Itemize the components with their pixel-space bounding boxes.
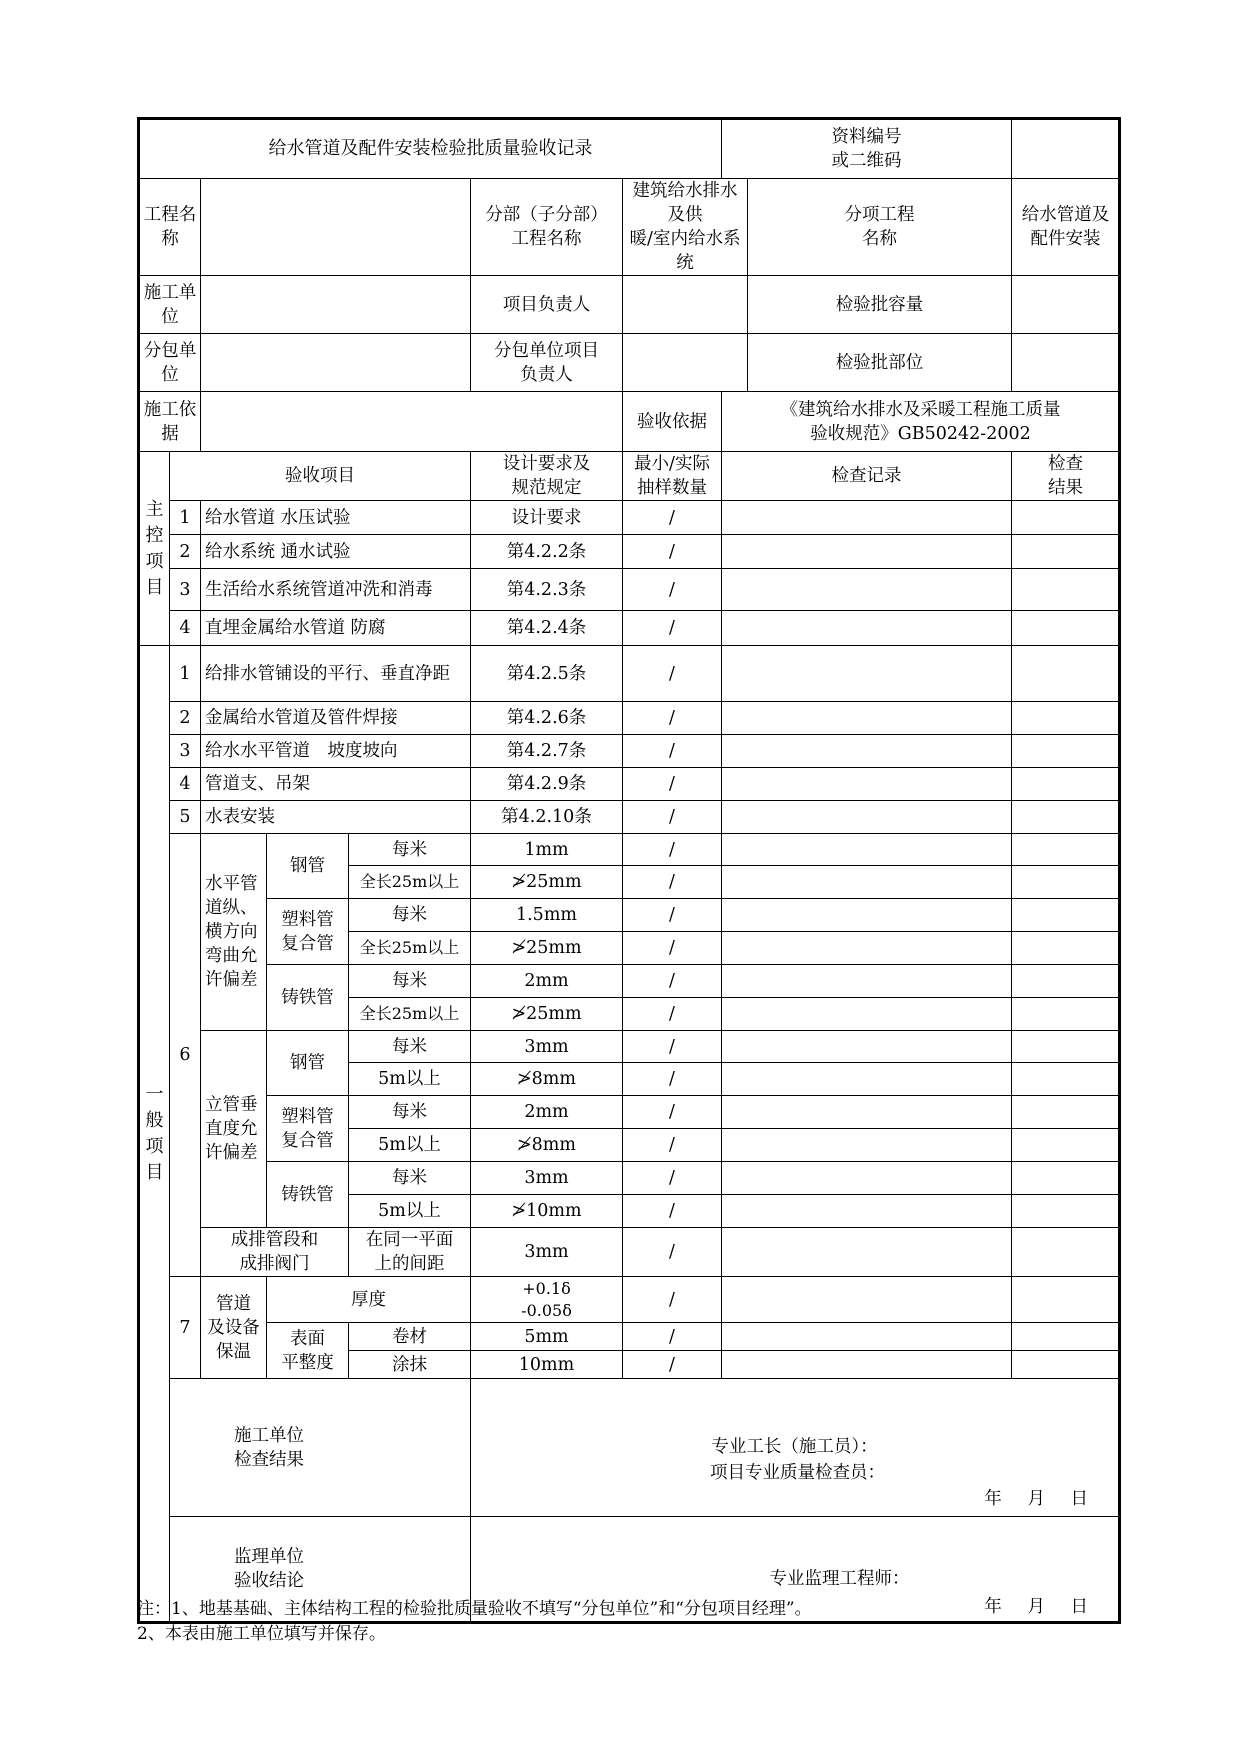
v-steel-per-m-req: 3mm bbox=[471, 1031, 623, 1063]
subcontractor-value[interactable] bbox=[201, 334, 471, 392]
sample-cell[interactable]: / bbox=[623, 932, 722, 965]
supervisor-date: 年 月 日 bbox=[984, 1597, 1089, 1617]
general-item-result[interactable] bbox=[1012, 646, 1120, 702]
result-cell[interactable] bbox=[1012, 866, 1120, 899]
basis-label: 施工依据 bbox=[139, 392, 201, 452]
general-item-req: 第4.2.5条 bbox=[471, 646, 623, 702]
supervisor-check-label: 监理单位 验收结论 bbox=[170, 1517, 471, 1623]
main-item-no: 1 bbox=[170, 501, 201, 535]
doc-no-value[interactable] bbox=[1012, 119, 1120, 179]
record-cell[interactable] bbox=[722, 1277, 1012, 1323]
h-steel-total-req: ≯25mm bbox=[471, 866, 623, 899]
general-item-result[interactable] bbox=[1012, 801, 1120, 834]
coat-req: 10mm bbox=[471, 1351, 623, 1379]
thickness-label: 厚度 bbox=[267, 1277, 471, 1323]
record-cell[interactable] bbox=[722, 1063, 1012, 1096]
general-item-record[interactable] bbox=[722, 735, 1012, 768]
record-cell[interactable] bbox=[722, 899, 1012, 932]
general-item-name: 金属给水管道及管件焊接 bbox=[201, 702, 471, 735]
project-name-label: 工程名称 bbox=[139, 179, 201, 276]
main-item-record[interactable] bbox=[722, 535, 1012, 569]
insulation-label: 管道 及设备 保温 bbox=[201, 1277, 267, 1379]
general-items-group-label: 一 般 项 目 bbox=[139, 646, 170, 1623]
col-item-header: 验收项目 bbox=[170, 452, 471, 501]
general-item-record[interactable] bbox=[722, 646, 1012, 702]
general-item-record[interactable] bbox=[722, 801, 1012, 834]
general-item-sample[interactable]: / bbox=[623, 735, 722, 768]
horizontal-deviation-label: 水平管 道纵、 横方向 弯曲允 许偏差 bbox=[201, 834, 267, 1031]
per-meter-label: 每米 bbox=[349, 1096, 471, 1129]
item7-no: 7 bbox=[170, 1277, 201, 1379]
over-5m-label: 5m以上 bbox=[349, 1195, 471, 1228]
coat-label: 涂抹 bbox=[349, 1351, 471, 1379]
contractor-check-area[interactable] bbox=[471, 1379, 1120, 1517]
record-cell[interactable] bbox=[722, 998, 1012, 1031]
v-cast-total-req: ≯10mm bbox=[471, 1195, 623, 1228]
result-cell[interactable] bbox=[1012, 1063, 1120, 1096]
sample-cell[interactable]: / bbox=[623, 899, 722, 932]
division-label: 分部（子分部） 工程名称 bbox=[471, 179, 623, 276]
h-plastic-per-m-req: 1.5mm bbox=[471, 899, 623, 932]
thickness-req: +0.1δ -0.05δ bbox=[471, 1277, 623, 1323]
sample-cell[interactable]: / bbox=[623, 834, 722, 866]
main-item-name: 生活给水系统管道冲洗和消毒 bbox=[201, 569, 471, 611]
per-meter-label: 每米 bbox=[349, 965, 471, 998]
main-item-req: 设计要求 bbox=[471, 501, 623, 535]
general-item-sample[interactable]: / bbox=[623, 646, 722, 702]
h-cast-per-m-req: 2mm bbox=[471, 965, 623, 998]
h-steel-per-m-req: 1mm bbox=[471, 834, 623, 866]
record-cell[interactable] bbox=[722, 1096, 1012, 1129]
subcontractor-label: 分包单位 bbox=[139, 334, 201, 392]
inspection-record-table bbox=[137, 117, 1121, 1624]
main-item-no: 2 bbox=[170, 535, 201, 569]
sample-cell[interactable]: / bbox=[623, 1323, 722, 1351]
general-item-no: 3 bbox=[170, 735, 201, 768]
main-item-sample[interactable]: / bbox=[623, 569, 722, 611]
general-item-no: 4 bbox=[170, 768, 201, 801]
contractor-check-label: 施工单位 检查结果 bbox=[170, 1379, 471, 1517]
v-cast-iron-label: 铸铁管 bbox=[267, 1162, 349, 1228]
capacity-label: 检验批容量 bbox=[748, 276, 1012, 334]
result-cell[interactable] bbox=[1012, 1096, 1120, 1129]
general-item-no: 1 bbox=[170, 646, 201, 702]
result-cell[interactable] bbox=[1012, 1228, 1120, 1277]
general-item-result[interactable] bbox=[1012, 735, 1120, 768]
v-plastic-per-m-req: 2mm bbox=[471, 1096, 623, 1129]
result-cell[interactable] bbox=[1012, 932, 1120, 965]
sample-cell[interactable]: / bbox=[623, 1277, 722, 1323]
main-item-sample[interactable]: / bbox=[623, 535, 722, 569]
record-cell[interactable] bbox=[722, 834, 1012, 866]
over-5m-label: 5m以上 bbox=[349, 1129, 471, 1162]
sub-pm-label: 分包单位项目 负责人 bbox=[471, 334, 623, 392]
main-item-no: 4 bbox=[170, 611, 201, 646]
result-cell[interactable] bbox=[1012, 1277, 1120, 1323]
sample-cell[interactable]: / bbox=[623, 1129, 722, 1162]
subitem-label: 分项工程 名称 bbox=[748, 179, 1012, 276]
row-valve-condition: 在同一平面 上的间距 bbox=[349, 1228, 471, 1277]
result-cell[interactable] bbox=[1012, 1031, 1120, 1063]
division-value[interactable]: 建筑给水排水及供 暖/室内给水系统 bbox=[623, 179, 748, 276]
sample-cell[interactable]: / bbox=[623, 1096, 722, 1129]
record-cell[interactable] bbox=[722, 1195, 1012, 1228]
record-cell[interactable] bbox=[722, 1323, 1012, 1351]
sample-cell[interactable]: / bbox=[623, 998, 722, 1031]
footnotes bbox=[137, 1597, 812, 1647]
record-cell[interactable] bbox=[722, 1129, 1012, 1162]
general-item-result[interactable] bbox=[1012, 702, 1120, 735]
basis-value[interactable] bbox=[201, 392, 623, 452]
main-item-name: 直埋金属给水管道 防腐 bbox=[201, 611, 471, 646]
main-item-result[interactable] bbox=[1012, 569, 1120, 611]
main-item-record[interactable] bbox=[722, 611, 1012, 646]
general-item-req: 第4.2.10条 bbox=[471, 801, 623, 834]
main-item-record[interactable] bbox=[722, 569, 1012, 611]
sample-cell[interactable]: / bbox=[623, 1195, 722, 1228]
per-meter-label: 每米 bbox=[349, 899, 471, 932]
result-cell[interactable] bbox=[1012, 1195, 1120, 1228]
record-cell[interactable] bbox=[722, 1162, 1012, 1195]
h-plastic-total-req: ≯25mm bbox=[471, 932, 623, 965]
v-cast-per-m-req: 3mm bbox=[471, 1162, 623, 1195]
record-cell[interactable] bbox=[722, 932, 1012, 965]
vertical-deviation-label: 立管垂 直度允 许偏差 bbox=[201, 1031, 267, 1228]
result-cell[interactable] bbox=[1012, 1351, 1120, 1379]
main-item-result[interactable] bbox=[1012, 535, 1120, 569]
acceptance-basis-value: 《建筑给水排水及采暖工程施工质量 验收规范》GB50242-2002 bbox=[722, 392, 1120, 452]
result-cell[interactable] bbox=[1012, 965, 1120, 998]
contractor-label: 施工单位 bbox=[139, 276, 201, 334]
over-25m-label: 全长25m以上 bbox=[349, 866, 471, 899]
record-cell[interactable] bbox=[722, 1351, 1012, 1379]
record-cell[interactable] bbox=[722, 965, 1012, 998]
location-value[interactable] bbox=[1012, 334, 1120, 392]
surface-flatness-label: 表面 平整度 bbox=[267, 1323, 349, 1379]
main-item-name: 给水系统 通水试验 bbox=[201, 535, 471, 569]
roll-req: 5mm bbox=[471, 1323, 623, 1351]
general-item-sample[interactable]: / bbox=[623, 702, 722, 735]
general-item-name: 水表安装 bbox=[201, 801, 471, 834]
pm-value[interactable] bbox=[623, 276, 748, 334]
sample-cell[interactable]: / bbox=[623, 1063, 722, 1096]
record-cell[interactable] bbox=[722, 1031, 1012, 1063]
acceptance-basis-label: 验收依据 bbox=[623, 392, 722, 452]
main-item-req: 第4.2.3条 bbox=[471, 569, 623, 611]
record-cell[interactable] bbox=[722, 1228, 1012, 1277]
v-steel-label: 钢管 bbox=[267, 1031, 349, 1096]
roll-label: 卷材 bbox=[349, 1323, 471, 1351]
general-item-sample[interactable]: / bbox=[623, 801, 722, 834]
subitem-value[interactable]: 给水管道及配件安装 bbox=[1012, 179, 1120, 276]
general-item-req: 第4.2.9条 bbox=[471, 768, 623, 801]
foreman-signature: 专业工长（施工员）： bbox=[711, 1437, 878, 1457]
h-cast-total-req: ≯25mm bbox=[471, 998, 623, 1031]
sample-cell[interactable]: / bbox=[623, 1228, 722, 1277]
result-cell[interactable] bbox=[1012, 1129, 1120, 1162]
col-requirement-header: 设计要求及 规范规定 bbox=[471, 452, 623, 501]
over-5m-label: 5m以上 bbox=[349, 1063, 471, 1096]
engineer-signature: 专业监理工程师： bbox=[769, 1569, 910, 1589]
per-meter-label: 每米 bbox=[349, 1031, 471, 1063]
v-plastic-label: 塑料管 复合管 bbox=[267, 1096, 349, 1162]
h-plastic-label: 塑料管 复合管 bbox=[267, 899, 349, 965]
capacity-value[interactable] bbox=[1012, 276, 1120, 334]
sample-cell[interactable]: / bbox=[623, 965, 722, 998]
main-item-req: 第4.2.4条 bbox=[471, 611, 623, 646]
inspector-signature: 项目专业质量检查员： bbox=[710, 1463, 885, 1483]
over-25m-label: 全长25m以上 bbox=[349, 932, 471, 965]
main-item-no: 3 bbox=[170, 569, 201, 611]
sample-cell[interactable]: / bbox=[623, 1031, 722, 1063]
main-items-group-label: 主 控 项 目 bbox=[139, 452, 170, 646]
result-cell[interactable] bbox=[1012, 834, 1120, 866]
main-item-sample[interactable]: / bbox=[623, 501, 722, 535]
doc-no-label: 资料编号 或二维码 bbox=[722, 119, 1012, 179]
general-item-no: 5 bbox=[170, 801, 201, 834]
result-cell[interactable] bbox=[1012, 1323, 1120, 1351]
sample-cell[interactable]: / bbox=[623, 1351, 722, 1379]
h-cast-iron-label: 铸铁管 bbox=[267, 965, 349, 1031]
col-record-header: 检查记录 bbox=[722, 452, 1012, 501]
project-name-value[interactable] bbox=[201, 179, 471, 276]
per-meter-label: 每米 bbox=[349, 834, 471, 866]
main-item-req: 第4.2.2条 bbox=[471, 535, 623, 569]
item6-no: 6 bbox=[170, 834, 201, 1277]
contractor-date: 年 月 日 bbox=[984, 1489, 1089, 1509]
result-cell[interactable] bbox=[1012, 1162, 1120, 1195]
general-item-result[interactable] bbox=[1012, 768, 1120, 801]
general-item-name: 给排水管铺设的平行、垂直净距 bbox=[201, 646, 471, 702]
general-item-req: 第4.2.6条 bbox=[471, 702, 623, 735]
row-valve-req: 3mm bbox=[471, 1228, 623, 1277]
result-cell[interactable] bbox=[1012, 998, 1120, 1031]
main-item-name: 给水管道 水压试验 bbox=[201, 501, 471, 535]
sample-cell[interactable]: / bbox=[623, 1162, 722, 1195]
general-item-req: 第4.2.7条 bbox=[471, 735, 623, 768]
per-meter-label: 每米 bbox=[349, 1162, 471, 1195]
sample-cell[interactable]: / bbox=[623, 866, 722, 899]
main-item-result[interactable] bbox=[1012, 501, 1120, 535]
v-steel-total-req: ≯8mm bbox=[471, 1063, 623, 1096]
general-item-record[interactable] bbox=[722, 702, 1012, 735]
general-item-sample[interactable]: / bbox=[623, 768, 722, 801]
main-item-record[interactable] bbox=[722, 501, 1012, 535]
result-cell[interactable] bbox=[1012, 899, 1120, 932]
general-item-no: 2 bbox=[170, 702, 201, 735]
row-valve-label: 成排管段和 成排阀门 bbox=[201, 1228, 349, 1277]
col-result-header: 检查 结果 bbox=[1012, 452, 1120, 501]
general-item-name: 给水水平管道 坡度坡向 bbox=[201, 735, 471, 768]
col-sample-header: 最小/实际 抽样数量 bbox=[623, 452, 722, 501]
form-title: 给水管道及配件安装检验批质量验收记录 bbox=[139, 119, 722, 179]
pm-label: 项目负责人 bbox=[471, 276, 623, 334]
general-item-name: 管道支、吊架 bbox=[201, 768, 471, 801]
sub-pm-value[interactable] bbox=[623, 334, 748, 392]
footnote-2: 2、本表由施工单位填写并保存。 bbox=[137, 1624, 386, 1644]
over-25m-label: 全长25m以上 bbox=[349, 998, 471, 1031]
v-plastic-total-req: ≯8mm bbox=[471, 1129, 623, 1162]
main-item-result[interactable] bbox=[1012, 611, 1120, 646]
location-label: 检验批部位 bbox=[748, 334, 1012, 392]
main-item-sample[interactable]: / bbox=[623, 611, 722, 646]
contractor-value[interactable] bbox=[201, 276, 471, 334]
h-steel-label: 钢管 bbox=[267, 834, 349, 899]
general-item-record[interactable] bbox=[722, 768, 1012, 801]
footnote-1: 注：1、地基基础、主体结构工程的检验批质量验收不填写“分包单位”和“分包项目经理”。 bbox=[137, 1599, 812, 1619]
record-cell[interactable] bbox=[722, 866, 1012, 899]
